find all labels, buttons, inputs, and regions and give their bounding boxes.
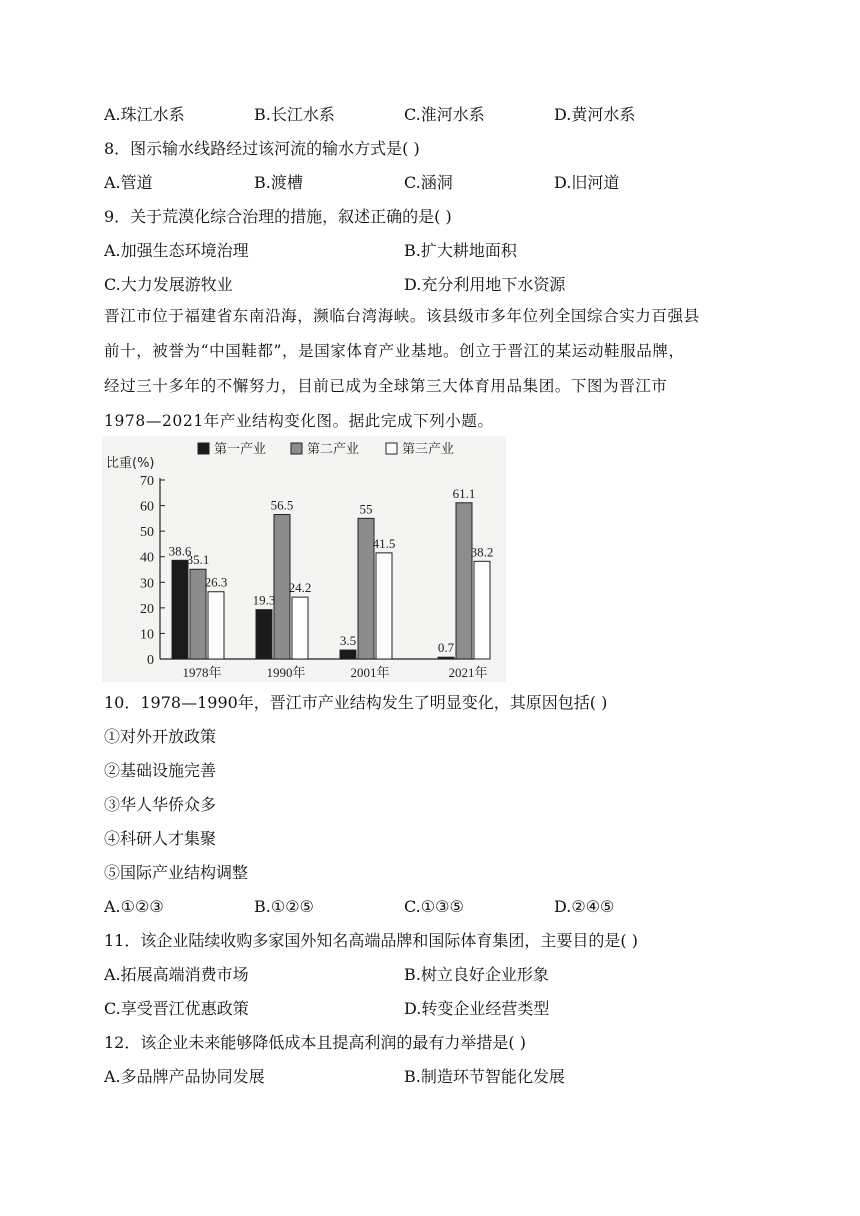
- q9-option-a[interactable]: A.加强生态环境治理: [104, 241, 249, 260]
- bar: [358, 518, 374, 659]
- industry-structure-chart: [102, 436, 506, 682]
- bar: [190, 569, 206, 659]
- data-label: 61.1: [452, 485, 476, 501]
- q10-options: [104, 895, 764, 919]
- legend-swatch: [198, 443, 209, 454]
- bar: [376, 553, 392, 659]
- data-label: 38.2: [470, 544, 494, 560]
- q12-option-a[interactable]: A.多品牌产品协同发展: [104, 1067, 265, 1086]
- q10-item: ③华人华侨众多: [104, 795, 217, 814]
- y-axis-label: 比重(%): [106, 456, 155, 471]
- q8-option-a[interactable]: A.管道: [104, 173, 153, 192]
- data-label: 35.1: [186, 552, 210, 568]
- q10-option-b[interactable]: B.①②⑤: [254, 897, 314, 916]
- q7-option-b[interactable]: B.长江水系: [254, 105, 335, 124]
- q7-option-c[interactable]: C.淮河水系: [404, 105, 485, 124]
- legend-swatch: [386, 443, 397, 454]
- q11-option-c[interactable]: C.享受晋江优惠政策: [104, 999, 249, 1018]
- q8-stem: 8．图示输水线路经过该河流的输水方式是( ): [104, 139, 420, 158]
- q9-options-row2: [104, 273, 764, 297]
- q9-option-d[interactable]: D.充分利用地下水资源: [404, 275, 566, 294]
- legend-swatch: [291, 443, 302, 454]
- data-label: 38.6: [168, 543, 192, 559]
- data-label: 56.5: [270, 497, 294, 513]
- q11-options-row2: [104, 997, 764, 1021]
- q11-options-row1: [104, 963, 764, 987]
- y-tick-label: 30: [140, 576, 154, 592]
- q11-option-a[interactable]: A.拓展高端消费市场: [104, 965, 249, 984]
- q10-option-d[interactable]: D.②④⑤: [554, 897, 615, 916]
- q12-options: [104, 1065, 764, 1089]
- q10-item: ①对外开放政策: [104, 727, 217, 746]
- q10-option-a[interactable]: A.①②③: [104, 897, 164, 916]
- q11-option-d[interactable]: D.转变企业经营类型: [404, 999, 550, 1018]
- x-tick-label: 1990年: [266, 665, 306, 680]
- q11-option-b[interactable]: B.树立良好企业形象: [404, 965, 549, 984]
- q8-option-c[interactable]: C.涵洞: [404, 173, 453, 192]
- data-label: 0.7: [437, 640, 455, 656]
- data-label: 41.5: [372, 535, 396, 551]
- legend-label: 第二产业: [307, 442, 360, 457]
- bar: [474, 561, 490, 659]
- passage-line: 前十，被誉为“中国鞋都”，是国家体育产业基地。创立于晋江的某运动鞋服品牌，: [104, 342, 685, 360]
- q10-item: ②基础设施完善: [104, 761, 217, 780]
- q9-option-c[interactable]: C.大力发展游牧业: [104, 275, 233, 294]
- q7-option-d[interactable]: D.黄河水系: [554, 105, 636, 124]
- passage-line: 1978—2021年产业结构变化图。据此完成下列小题。: [104, 412, 494, 430]
- q8-option-b[interactable]: B.渡槽: [254, 173, 303, 192]
- q10-item: ⑤国际产业结构调整: [104, 863, 249, 882]
- q10-option-c[interactable]: C.①③⑤: [404, 897, 464, 916]
- data-label: 26.3: [204, 574, 228, 590]
- q7-options: [104, 103, 764, 127]
- passage-line: 晋江市位于福建省东南沿海，濒临台湾海峡。该县级市多年位列全国综合实力百强县: [104, 307, 700, 325]
- y-tick-label: 10: [140, 627, 154, 643]
- q12-stem: 12．该企业未来能够降低成本且提高利润的最有力举措是( ): [104, 1033, 526, 1052]
- q8-option-d[interactable]: D.旧河道: [554, 173, 620, 192]
- bar: [340, 650, 356, 659]
- x-tick-label: 2021年: [448, 665, 488, 680]
- q10-stem: 10．1978—1990年，晋江市产业结构发生了明显变化，其原因包括( ): [104, 693, 608, 712]
- y-tick-label: 0: [147, 653, 154, 668]
- y-tick-label: 20: [140, 601, 154, 617]
- bar: [274, 515, 290, 659]
- bar: [438, 657, 454, 659]
- passage-line: 经过三十多年的不懈努力，目前已成为全球第三大体育用品集团。下图为晋江市: [104, 377, 668, 395]
- q10-item: ④科研人才集聚: [104, 829, 217, 848]
- q11-stem: 11．该企业陆续收购多家国外知名高端品牌和国际体育集团，主要目的是( ): [104, 931, 638, 950]
- legend-label: 第三产业: [402, 442, 455, 457]
- x-tick-label: 2001年: [350, 665, 390, 680]
- bar: [172, 560, 188, 659]
- y-tick-label: 40: [140, 550, 154, 566]
- data-label: 24.2: [288, 580, 312, 596]
- q9-options-row1: [104, 239, 764, 263]
- legend-label: 第一产业: [214, 442, 267, 457]
- data-label: 55: [359, 501, 373, 517]
- q9-option-b[interactable]: B.扩大耕地面积: [404, 241, 517, 260]
- bar: [292, 597, 308, 659]
- bar: [456, 503, 472, 659]
- passage: [104, 299, 760, 439]
- q12-option-b[interactable]: B.制造环节智能化发展: [404, 1067, 565, 1086]
- q8-options: [104, 171, 764, 195]
- q7-option-a[interactable]: A.珠江水系: [104, 105, 185, 124]
- data-label: 19.3: [252, 592, 276, 608]
- y-tick-label: 70: [140, 474, 154, 489]
- y-tick-label: 60: [140, 499, 154, 515]
- q9-stem: 9．关于荒漠化综合治理的措施，叙述正确的是( ): [104, 207, 452, 226]
- chart-svg: [102, 436, 506, 682]
- bar: [256, 610, 272, 659]
- data-label: 3.5: [339, 633, 357, 649]
- bar: [208, 592, 224, 659]
- x-tick-label: 1978年: [182, 665, 222, 680]
- y-tick-label: 50: [140, 525, 154, 541]
